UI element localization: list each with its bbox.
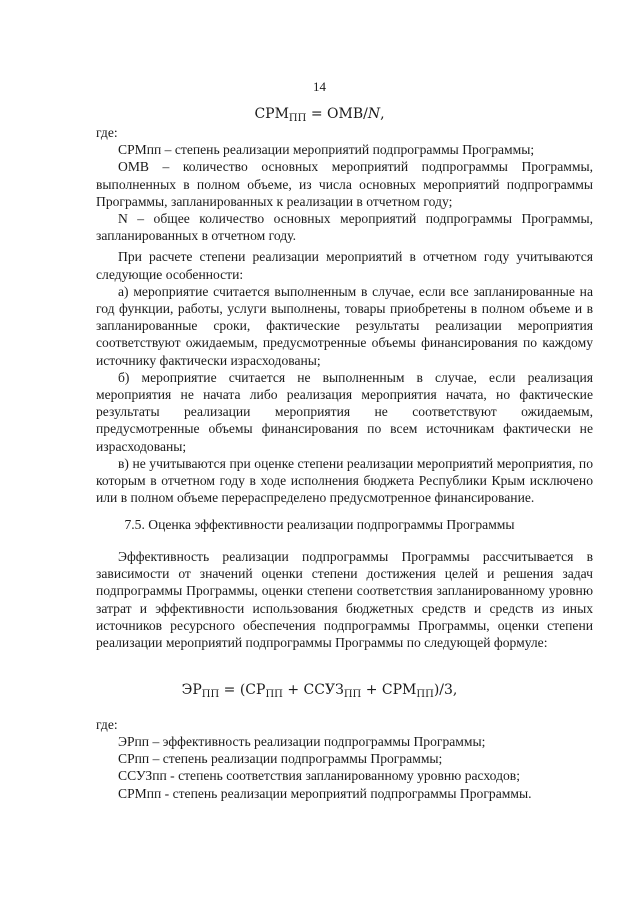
section-heading: 7.5. Оценка эффективности реализации подпрограммы Программы (124, 517, 515, 532)
paragraph-a: а) мероприятие считается выполненным в случае, если все запланированные на год функции, работы, услуги выполнены, товары приобретены в полном объеме и в запланированные сроки, фактические результаты реализации мероприятия соответствуют ожидаемым, предусмотренные объемы финансирования по каждому источнику фактически израсходованы; (96, 283, 593, 368)
formula-er-srm: + СРМ (361, 682, 417, 698)
formula-er-sub-1: ПП (201, 689, 220, 700)
formula-srm-rhs: = ОМВ/ (306, 106, 368, 122)
definition-omv: ОМВ – количество основных мероприятий подпрограммы Программы, выполненных в полном объеме, из числа основных мероприятий подпрограммы Программы, запланированных к реализации в отчетном году; (96, 159, 593, 209)
formula-er-sub-2: ПП (265, 689, 283, 700)
er-definitions (118, 733, 598, 802)
definition-srm: СРМпп – степень реализации мероприятий подпрограммы Программы; (118, 142, 535, 158)
section-body (96, 548, 593, 651)
formula-er (0, 682, 639, 703)
srm-definitions (96, 124, 593, 506)
formula-er-sub-3: ПП (343, 689, 362, 700)
where-label: где: (96, 125, 118, 140)
formula-er-sub-4: ПП (416, 689, 434, 700)
definition-ssuz: ССУЗпп - степень соответствия запланированному уровню расходов; (118, 768, 520, 784)
formula-srm-lhs-sub: ПП (288, 113, 307, 124)
formula-srm-var: N (367, 106, 381, 122)
definition-n: N – общее количество основных мероприятий подпрограммы Программы, запланированных в отчетном году. (96, 211, 593, 244)
formula-srm-lhs: СРМ (254, 106, 289, 122)
paragraph-c: в) не учитываются при оценке степени реализации мероприятий мероприятия, по которым в отчетном году в ходе исполнения бюджета Республики Крым исключено или в полном объеме перераспределено предусмотренное финансирование. (96, 455, 593, 506)
formula-er-ssuz: + ССУЗ (282, 682, 344, 698)
paragraph-efficiency: Эффективность реализации подпрограммы Программы рассчитывается в зависимости от значений оценки степени достижения целей и решения задач подпрограммы Программы, оценки степени соответствия запланированному уровню затрат и эффективности использования бюджетных средств и средств из иных источников ресурсного обеспечения подпрограммы Программы, оценки степени реализации мероприятий подпрограммы Программы по следующей формуле: (96, 549, 593, 651)
formula-er-lhs: ЭР (181, 682, 202, 698)
where-label-2: где: (96, 717, 118, 732)
definition-er: ЭРпп – эффективность реализации подпрограммы Программы; (118, 734, 486, 749)
formula-er-cr: = (СР (219, 682, 266, 698)
where-label-2-wrap (96, 716, 593, 733)
paragraph-intro: При расчете степени реализации мероприятий в отчетном году учитываются следующие особенности: (96, 249, 593, 282)
paragraph-b: б) мероприятие считается не выполненным в случае, если реализация мероприятия не начата либо реализация мероприятия начата, но фактические результаты реализации мероприятия не соответствуют ожидаемым, предусмотренные объемы финансирования по всем источникам фактически не израсходованы; (96, 369, 593, 454)
formula-er-tail: )/3, (433, 682, 458, 698)
page-number: 14 (313, 79, 326, 94)
definition-cr: СРпп – степень реализации подпрограммы Программы; (118, 751, 443, 767)
formula-srm-tail: , (380, 106, 385, 122)
definition-srm-2: СРМпп - степень реализации мероприятий подпрограммы Программы. (118, 785, 532, 801)
